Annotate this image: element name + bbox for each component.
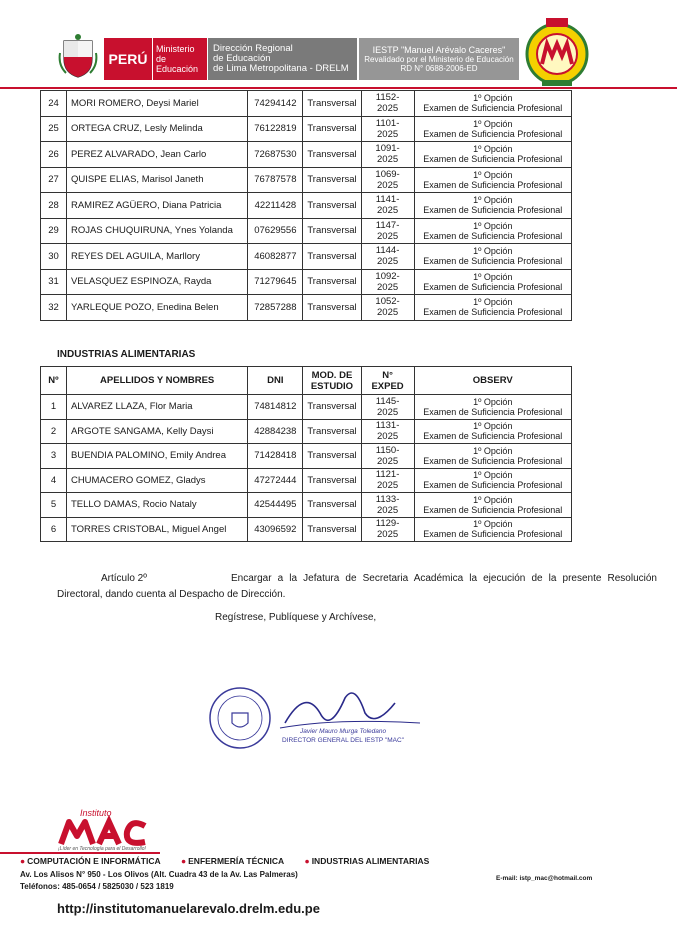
signatory-title: DIRECTOR GENERAL DEL IESTP "MAC" xyxy=(282,737,405,744)
cell-dni: 46082877 xyxy=(248,244,303,270)
table-row xyxy=(41,116,572,142)
table-row xyxy=(41,468,572,493)
cell-number: 3 xyxy=(41,444,67,469)
cell-name: YARLEQUE POZO, Enedina Belen xyxy=(66,295,247,321)
cell-mod: Transversal xyxy=(303,269,361,295)
table-header-row xyxy=(41,367,572,395)
cell-dni: 72687530 xyxy=(248,142,303,168)
table-row xyxy=(41,395,572,420)
cell-observ: 1º Opción Examen de Suficiencia Profesional xyxy=(414,142,571,168)
cell-number: 25 xyxy=(41,116,67,142)
cell-exped: 1129-2025 xyxy=(361,517,414,542)
cell-observ: 1º Opción Examen de Suficiencia Profesional xyxy=(414,468,571,493)
cell-number: 5 xyxy=(41,493,67,518)
table-row xyxy=(41,295,572,321)
cell-exped: 1069-2025 xyxy=(361,167,414,193)
table-row xyxy=(41,244,572,270)
table-row xyxy=(41,444,572,469)
cell-observ: 1º Opción Examen de Suficiencia Profesional xyxy=(414,517,571,542)
cell-exped: 1131-2025 xyxy=(361,419,414,444)
footer-logo-word: Instituto xyxy=(80,808,112,818)
col-header-name: APELLIDOS Y NOMBRES xyxy=(66,367,247,395)
cell-dni: 47272444 xyxy=(248,468,303,493)
cell-dni: 72857288 xyxy=(248,295,303,321)
careers-list xyxy=(20,856,447,866)
cell-name: ROJAS CHUQUIRUNA, Ynes Yolanda xyxy=(66,218,247,244)
cell-number: 24 xyxy=(41,91,67,117)
table-row xyxy=(41,419,572,444)
cell-name: BUENDIA PALOMINO, Emily Andrea xyxy=(66,444,247,469)
cell-dni: 74294142 xyxy=(248,91,303,117)
industrias-table-body xyxy=(41,395,572,542)
footer-email: E-mail: istp_mac@hotmail.com xyxy=(496,875,593,882)
cell-number: 29 xyxy=(41,218,67,244)
cell-observ: 1º Opción Examen de Suficiencia Profesional xyxy=(414,444,571,469)
students-table-body xyxy=(41,91,572,321)
career-item: ● COMPUTACIÓN E INFORMÁTICA xyxy=(20,856,161,866)
cell-dni: 42211428 xyxy=(248,193,303,219)
cell-number: 1 xyxy=(41,395,67,420)
letterhead xyxy=(0,0,677,100)
drelm-label: Dirección Regional de Educación de Lima Metropolitana - DRELM xyxy=(207,38,357,80)
cell-name: VELASQUEZ ESPINOZA, Rayda xyxy=(66,269,247,295)
cell-number: 2 xyxy=(41,419,67,444)
cell-observ: 1º Opción Examen de Suficiencia Profesional xyxy=(414,116,571,142)
cell-mod: Transversal xyxy=(303,91,361,117)
cell-mod: Transversal xyxy=(303,395,361,420)
cell-name: REYES DEL AGUILA, Marllory xyxy=(66,244,247,270)
cell-name: ARGOTE SANGAMA, Kelly Daysi xyxy=(66,419,247,444)
table-row xyxy=(41,218,572,244)
cell-dni: 74814812 xyxy=(248,395,303,420)
signatory-name: Javier Mauro Murga Toledano xyxy=(300,728,387,735)
table-row xyxy=(41,167,572,193)
cell-dni: 43096592 xyxy=(248,517,303,542)
cell-mod: Transversal xyxy=(303,517,361,542)
cell-exped: 1145-2025 xyxy=(361,395,414,420)
cell-mod: Transversal xyxy=(303,468,361,493)
cell-name: ORTEGA CRUZ, Lesly Melinda xyxy=(66,116,247,142)
cell-observ: 1º Opción Examen de Suficiencia Profesional xyxy=(414,244,571,270)
cell-number: 31 xyxy=(41,269,67,295)
cell-name: RAMIREZ AGÜERO, Diana Patricia xyxy=(66,193,247,219)
article-paragraph xyxy=(57,571,657,603)
cell-observ: 1º Opción Examen de Suficiencia Profesional xyxy=(414,295,571,321)
cell-mod: Transversal xyxy=(303,493,361,518)
col-header-dni: DNI xyxy=(248,367,303,395)
cell-number: 28 xyxy=(41,193,67,219)
peru-coat-of-arms-icon xyxy=(58,33,98,79)
cell-dni: 42544495 xyxy=(248,493,303,518)
cell-name: TORRES CRISTOBAL, Miguel Angel xyxy=(66,517,247,542)
cell-name: CHUMACERO GOMEZ, Gladys xyxy=(66,468,247,493)
cell-exped: 1150-2025 xyxy=(361,444,414,469)
cell-mod: Transversal xyxy=(303,444,361,469)
cell-name: QUISPE ELIAS, Marisol Janeth xyxy=(66,167,247,193)
cell-observ: 1º Opción Examen de Suficiencia Profesional xyxy=(414,395,571,420)
cell-mod: Transversal xyxy=(303,419,361,444)
table-row xyxy=(41,493,572,518)
cell-number: 27 xyxy=(41,167,67,193)
cell-observ: 1º Opción Examen de Suficiencia Profesional xyxy=(414,91,571,117)
cell-mod: Transversal xyxy=(303,193,361,219)
table-row xyxy=(41,91,572,117)
cell-exped: 1092-2025 xyxy=(361,269,414,295)
section-title: INDUSTRIAS ALIMENTARIAS xyxy=(57,349,196,360)
career-item: ● INDUSTRIAS ALIMENTARIAS xyxy=(304,856,430,866)
header-divider xyxy=(0,87,677,89)
col-header-number: Nº xyxy=(41,367,67,395)
footer-divider xyxy=(0,852,160,854)
table-row xyxy=(41,142,572,168)
cell-name: TELLO DAMAS, Rocio Nataly xyxy=(66,493,247,518)
article-text: Encargar a la Jefatura de Secretaria Académica la ejecución de la presente Resolución Directoral, dando cuenta al Despacho de Dirección. xyxy=(57,573,657,600)
cell-observ: 1º Opción Examen de Suficiencia Profesional xyxy=(414,193,571,219)
cell-name: PEREZ ALVARADO, Jean Carlo xyxy=(66,142,247,168)
peru-label: PERÚ xyxy=(104,38,152,80)
cell-exped: 1144-2025 xyxy=(361,244,414,270)
cell-observ: 1º Opción Examen de Suficiencia Profesional xyxy=(414,493,571,518)
cell-observ: 1º Opción Examen de Suficiencia Profesional xyxy=(414,167,571,193)
cell-number: 26 xyxy=(41,142,67,168)
cell-observ: 1º Opción Examen de Suficiencia Profesional xyxy=(414,419,571,444)
cell-number: 30 xyxy=(41,244,67,270)
cell-number: 6 xyxy=(41,517,67,542)
cell-name: ALVAREZ LLAZA, Flor Maria xyxy=(66,395,247,420)
table-row xyxy=(41,517,572,542)
cell-dni: 76787578 xyxy=(248,167,303,193)
cell-exped: 1147-2025 xyxy=(361,218,414,244)
cell-observ: 1º Opción Examen de Suficiencia Profesional xyxy=(414,269,571,295)
cell-dni: 71428418 xyxy=(248,444,303,469)
cell-mod: Transversal xyxy=(303,244,361,270)
cell-dni: 71279645 xyxy=(248,269,303,295)
footer-slogan: ¡Líder en Tecnología para el Desarrollo! xyxy=(58,846,146,852)
cell-dni: 76122819 xyxy=(248,116,303,142)
article-label: Artículo 2º xyxy=(101,573,147,584)
cell-name: MORI ROMERO, Deysi Mariel xyxy=(66,91,247,117)
cell-exped: 1052-2025 xyxy=(361,295,414,321)
col-header-exped: N° EXPED xyxy=(361,367,414,395)
cell-mod: Transversal xyxy=(303,167,361,193)
ministry-label: Ministerio de Educación xyxy=(152,38,207,80)
cell-mod: Transversal xyxy=(303,142,361,168)
cell-dni: 42884238 xyxy=(248,419,303,444)
cell-observ: 1º Opción Examen de Suficiencia Profesional xyxy=(414,218,571,244)
career-item: ● ENFERMERÍA TÉCNICA xyxy=(181,856,285,866)
cell-number: 4 xyxy=(41,468,67,493)
cell-exped: 1101-2025 xyxy=(361,116,414,142)
cell-exped: 1091-2025 xyxy=(361,142,414,168)
students-table-continued xyxy=(40,90,572,321)
cell-exped: 1121-2025 xyxy=(361,468,414,493)
table-row xyxy=(41,193,572,219)
cell-exped: 1133-2025 xyxy=(361,493,414,518)
table-row xyxy=(41,269,572,295)
mac-seal-logo-icon xyxy=(522,14,592,90)
cell-mod: Transversal xyxy=(303,295,361,321)
cell-mod: Transversal xyxy=(303,218,361,244)
industrias-table xyxy=(40,366,572,542)
iestp-label: IESTP "Manuel Arévalo Caceres" Revalidado por el Ministerio de Educación RD N° 0688-2006-ED xyxy=(358,38,519,80)
col-header-mod: MOD. DE ESTUDIO xyxy=(303,367,361,395)
cell-exped: 1141-2025 xyxy=(361,193,414,219)
closing-line: Regístrese, Publíquese y Archívese, xyxy=(215,612,377,623)
footer-address: Av. Los Alisos N° 950 - Los Olivos (Alt. Cuadra 43 de la Av. Las Palmeras) xyxy=(20,870,298,879)
col-header-observ: OBSERV xyxy=(414,367,571,395)
footer-website-link[interactable]: http://institutomanuelarevalo.drelm.edu.pe xyxy=(57,901,320,916)
footer-phones: Teléfonos: 485-0654 / 5825030 / 523 1819 xyxy=(20,882,174,891)
cell-mod: Transversal xyxy=(303,116,361,142)
cell-dni: 07629556 xyxy=(248,218,303,244)
cell-number: 32 xyxy=(41,295,67,321)
cell-exped: 1152-2025 xyxy=(361,91,414,117)
